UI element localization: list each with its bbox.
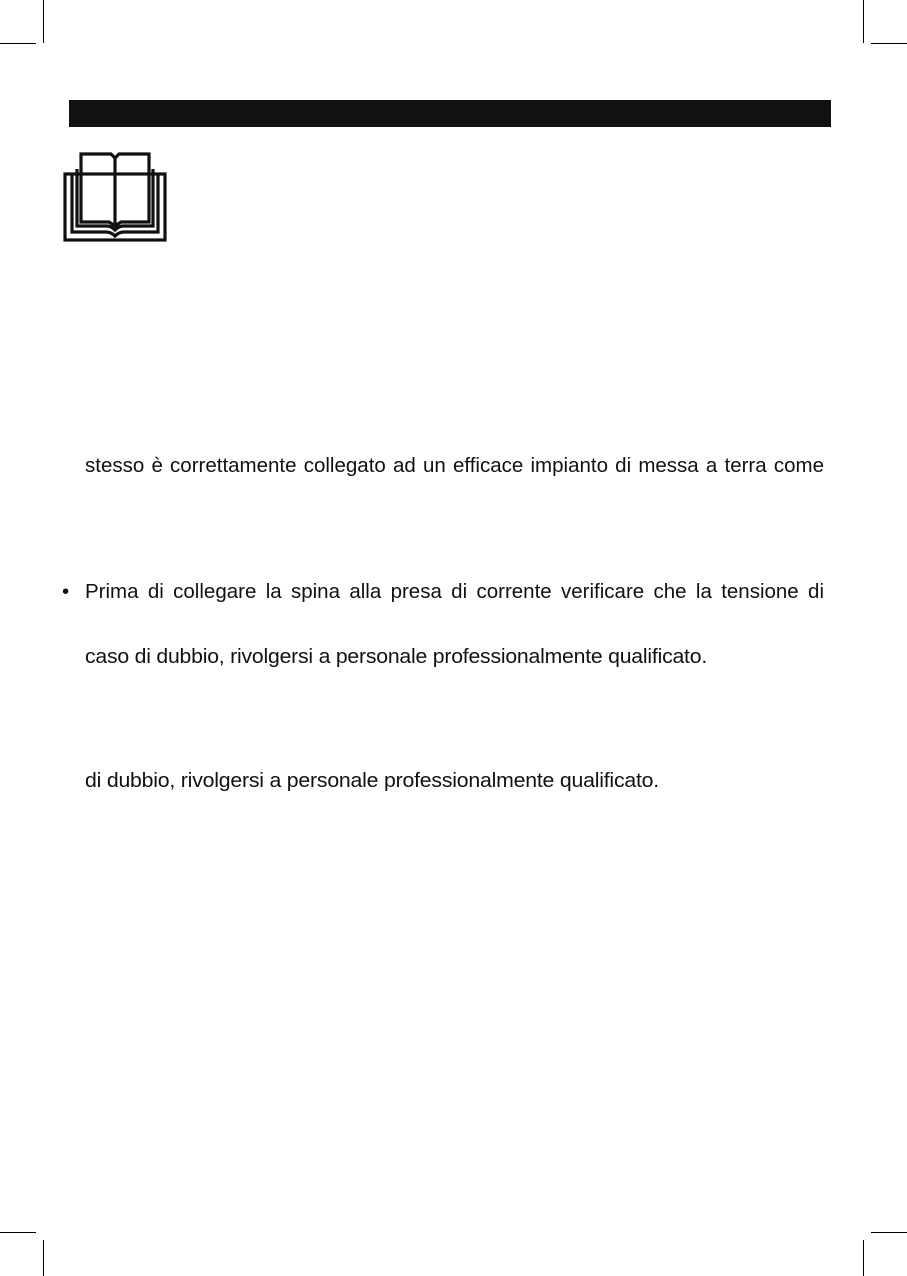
crop-mark [0,43,36,44]
section-header-bar [69,100,831,127]
crop-mark [871,1232,907,1233]
crop-mark [863,0,864,43]
crop-mark [43,1240,44,1276]
text-line-1: stesso è correttamente collegato ad un efficace impianto di messa a terra come [85,454,824,477]
text-line-3: caso di dubbio, rivolgersi a personale professionalmente qualificato. [85,645,707,668]
text-line-4: di dubbio, rivolgersi a personale professionalmente qualificato. [85,769,659,792]
text-line-2: Prima di collegare la spina alla presa di corrente verificare che la tensione di [85,580,824,603]
crop-mark [871,43,907,44]
read-manual-book-icon [61,152,169,242]
crop-mark [0,1232,36,1233]
crop-mark [43,0,44,43]
bullet-marker: • [62,580,70,603]
crop-mark [863,1240,864,1276]
bullet-paragraph [62,580,824,604]
